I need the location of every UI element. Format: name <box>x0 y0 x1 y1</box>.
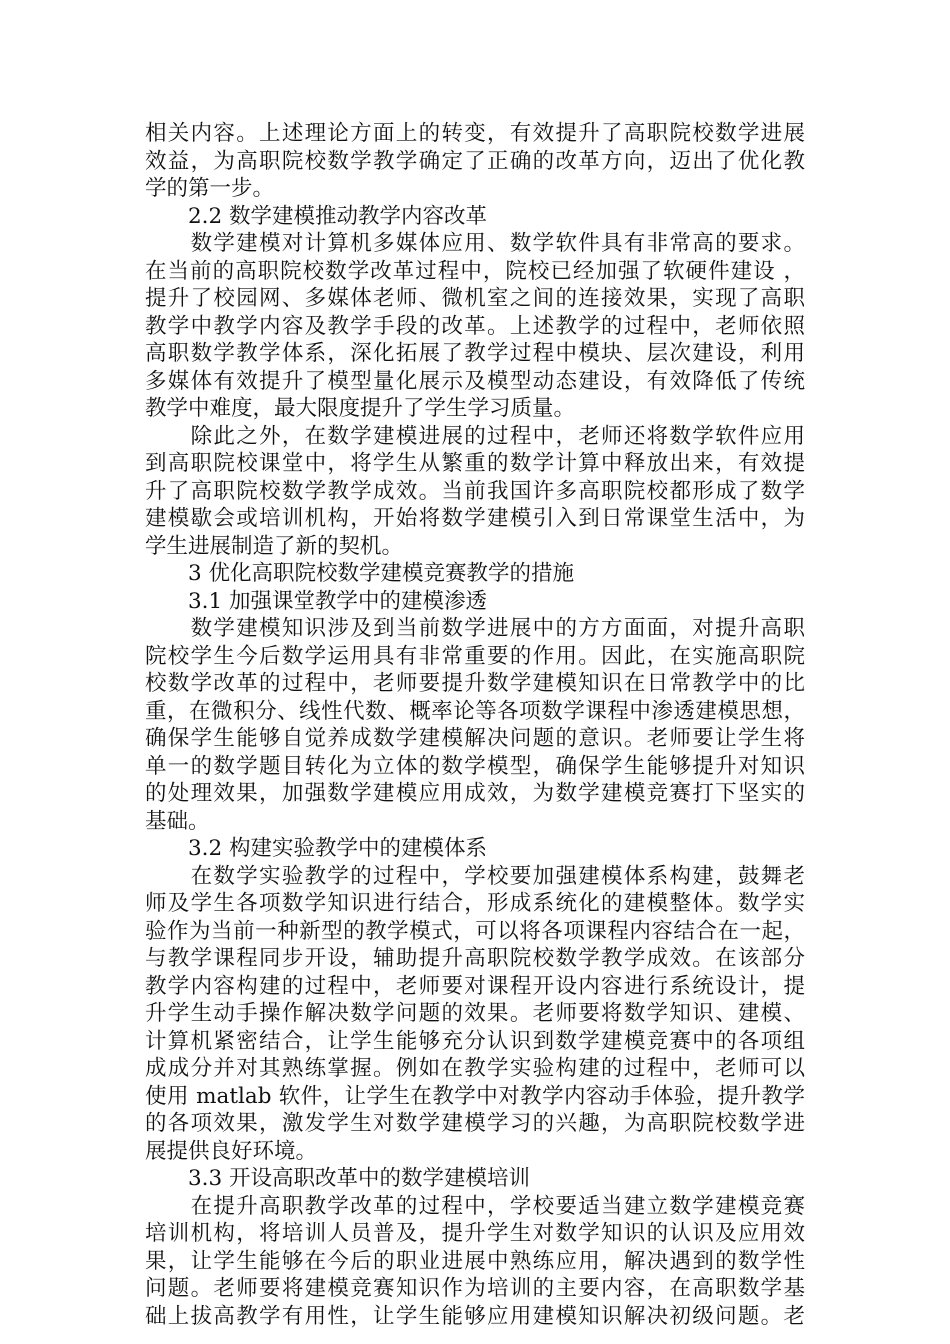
text-line: 在数学实验教学的过程中，学校要加强建模体系构建，鼓舞老 <box>145 863 805 889</box>
text-line: 础上拔高教学有用性，让学生能够应用建模知识解决初级问题。老 <box>145 1303 805 1329</box>
text-line: 效益，为高职院校数学教学确定了正确的改革方向，迈出了优化教 <box>145 148 805 174</box>
text-line: 计算机紧密结合，让学生能够充分认识到数学建模竞赛中的各项组 <box>145 1028 805 1054</box>
text-line: 重，在微积分、线性代数、概率论等各项数学课程中渗透建模思想， <box>145 698 805 724</box>
text-line: 教学中难度，最大限度提升了学生学习质量。 <box>145 396 576 421</box>
text-line: 果，让学生能够在今后的职业进展中熟练应用，解决遇到的数学性 <box>145 1248 805 1274</box>
text-line: 与教学课程同步开设，辅助提升高职院校数学教学成效。在该部分 <box>145 946 805 971</box>
section-heading: 2.2 数学建模推动教学内容改革 <box>145 203 488 229</box>
text-line: 学生进展制造了新的契机。 <box>145 533 404 559</box>
text-line: 建模歇会或培训机构，开始将数学建模引入到日常课堂生活中，为 <box>145 506 805 531</box>
document-page <box>145 120 805 1330</box>
section-heading: 3.2 构建实验教学中的建模体系 <box>145 836 488 861</box>
text-line: 校数学改革的过程中，老师要提升数学建模知识在日常教学中的比 <box>145 671 805 696</box>
text-line: 的处理效果，加强数学建模应用成效，为数学建模竞赛打下坚实的 <box>145 781 805 806</box>
text-line: 成成分并对其熟练掌握。例如在教学实验构建的过程中，老师可以 <box>145 1056 805 1081</box>
text-line: 提升了校园网、多媒体老师、微机室之间的连接效果，实现了高职 <box>145 286 805 311</box>
section-heading: 3 优化高职院校数学建模竞赛教学的措施 <box>145 561 575 586</box>
text-line: 展提供良好环境。 <box>145 1138 318 1164</box>
text-line: 数学建模对计算机多媒体应用、数学软件具有非常高的要求。 <box>145 231 805 256</box>
text-line: 高职数学教学体系，深化拓展了教学过程中模块、层次建设，利用 <box>145 341 805 366</box>
text-line: 到高职院校课堂中，将学生从繁重的数学计算中释放出来，有效提 <box>145 451 805 476</box>
text-line: 验作为当前一种新型的教学模式，可以将各项课程内容结合在一起， <box>145 918 805 944</box>
text-line: 院校学生今后数学运用具有非常重要的作用。因此，在实施高职院 <box>145 643 805 669</box>
section-heading: 3.1 加强课堂教学中的建模渗透 <box>145 588 488 614</box>
text-line: 确保学生能够自觉养成数学建模解决问题的意识。老师要让学生将 <box>145 726 805 751</box>
text-line: 在提升高职教学改革的过程中，学校要适当建立数学建模竞赛 <box>145 1193 805 1219</box>
text-line: 升了高职院校数学教学成效。当前我国许多高职院校都形成了数学 <box>145 478 805 504</box>
text-line: 除此之外，在数学建模进展的过程中，老师还将数学软件应用 <box>145 423 805 449</box>
text-line: 升学生动手操作解决数学问题的效果。老师要将数学知识、建模、 <box>145 1001 805 1026</box>
text-line: 多媒体有效提升了模型量化展示及模型动态建设，有效降低了传统 <box>145 368 805 394</box>
text-line: 的各项效果，激发学生对数学建模学习的兴趣，为高职院校数学进 <box>145 1111 805 1136</box>
text-line: 问题。老师要将建模竞赛知识作为培训的主要内容，在高职数学基 <box>145 1276 805 1301</box>
text-line: 教学中教学内容及教学手段的改革。上述教学的过程中，老师依照 <box>145 313 805 339</box>
text-line: 使用 matlab 软件，让学生在教学中对教学内容动手体验，提升教学 <box>145 1083 805 1109</box>
text-line: 相关内容。上述理论方面上的转变，有效提升了高职院校数学进展 <box>145 121 805 146</box>
text-line: 师及学生各项数学知识进行结合，形成系统化的建模整体。数学实 <box>145 891 805 916</box>
text-line: 数学建模知识涉及到当前数学进展中的方方面面，对提升高职 <box>145 616 805 641</box>
text-line: 培训机构，将培训人员普及，提升学生对数学知识的认识及应用效 <box>145 1221 805 1246</box>
text-line: 学的第一步。 <box>145 176 275 201</box>
text-line: 单一的数学题目转化为立体的数学模型，确保学生能够提升对知识 <box>145 753 805 779</box>
text-line: 在当前的高职院校数学改革过程中，院校已经加强了软硬件建设 ， <box>145 258 805 284</box>
text-line: 教学内容构建的过程中，老师要对课程开设内容进行系统设计，提 <box>145 973 805 999</box>
section-heading: 3.3 开设高职改革中的数学建模培训 <box>145 1166 531 1191</box>
text-line: 基础。 <box>145 808 210 834</box>
